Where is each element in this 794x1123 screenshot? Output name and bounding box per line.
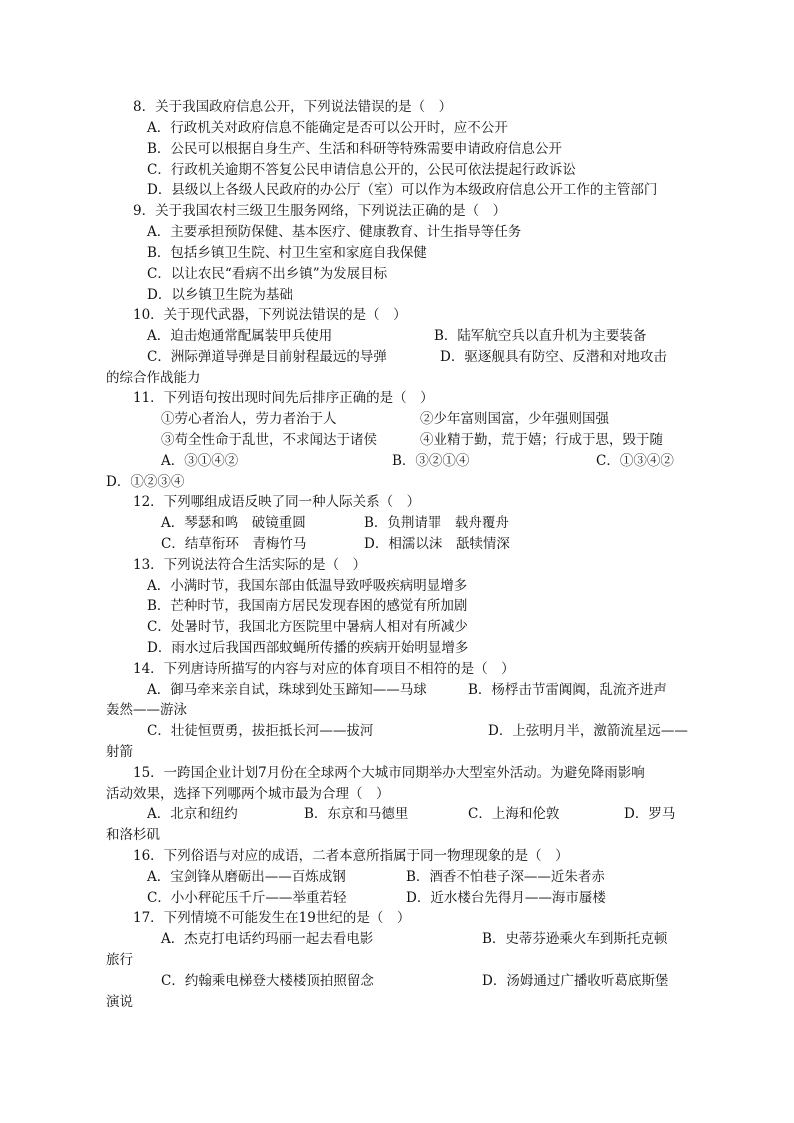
option-text: B．包括乡镇卫生院、村卫生室和家庭自我保健 xyxy=(147,245,427,261)
option-text: B．东京和马德里 xyxy=(304,806,409,822)
question-15-options xyxy=(0,804,794,824)
option-text: 演说 xyxy=(106,994,133,1010)
question-14-option-d-cont xyxy=(0,742,794,762)
question-13 xyxy=(0,555,794,575)
option-text: D．①②③④ xyxy=(106,474,185,490)
question-13-option-d xyxy=(0,638,794,658)
question-14-options-cd xyxy=(0,721,794,741)
question-16-options-cd xyxy=(0,888,794,908)
question-8-option-c xyxy=(0,160,794,180)
question-17-options-ab xyxy=(0,929,794,949)
question-15-option-d-cont xyxy=(0,825,794,845)
option-text: D．汤姆通过广播收听葛底斯堡 xyxy=(482,973,669,989)
question-10 xyxy=(0,305,794,325)
question-17-option-d-cont xyxy=(0,992,794,1012)
option-text: C．以让农民“看病不出乡镇”为发展目标 xyxy=(147,266,388,282)
question-11-options xyxy=(0,451,794,471)
question-13-option-a xyxy=(0,576,794,596)
question-14-stem: 14．下列唐诗所描写的内容与对应的体育项目不相符的是（ ） xyxy=(133,661,515,677)
question-16 xyxy=(0,846,794,866)
question-9-option-b xyxy=(0,243,794,263)
question-8-option-b xyxy=(0,139,794,159)
option-text: B．杨桴击节雷阗阗，乱流齐进声 xyxy=(468,682,667,698)
option-text: A．③①④② xyxy=(161,453,239,469)
question-13-stem: 13．下列说法符合生活实际的是（ ） xyxy=(133,557,367,573)
question-17-options-cd xyxy=(0,971,794,991)
question-11-items-12 xyxy=(0,409,794,429)
option-text: A．宝剑锋从磨砺出——百炼成钢 xyxy=(147,869,346,885)
question-8 xyxy=(0,97,794,117)
option-text: 旅行 xyxy=(106,952,133,968)
option-text: B．③②①④ xyxy=(392,453,470,469)
question-16-stem: 16．下列俗语与对应的成语，二者本意所指属于同一物理现象的是（ ） xyxy=(133,848,569,864)
option-text: A．御马牵来亲自试，珠球到处玉蹄知——马球 xyxy=(147,682,427,698)
option-text: B．公民可以根据自身生产、生活和科研等特殊需要申请政府信息公开 xyxy=(147,141,562,157)
question-13-option-c xyxy=(0,617,794,637)
option-text: 轰然——游泳 xyxy=(106,702,187,718)
item-text: ③苟全性命于乱世，不求闻达于诸侯 xyxy=(161,432,377,448)
option-text: 和洛杉矶 xyxy=(106,827,160,843)
question-10-options-ab xyxy=(0,326,794,346)
option-text: D．相濡以沫 舐犊情深 xyxy=(364,536,510,552)
question-9 xyxy=(0,201,794,221)
option-text: C．洲际弹道导弹是目前射程最远的导弹 xyxy=(147,349,387,365)
option-text: D．近水楼台先得月——海市蜃楼 xyxy=(406,890,606,906)
option-text: B．史蒂芬逊乘火车到斯托克顿 xyxy=(482,931,668,947)
option-text: 射箭 xyxy=(106,744,133,760)
option-text: B．酒香不怕巷子深——近朱者赤 xyxy=(406,869,605,885)
option-text: C．约翰乘电梯登大楼楼顶拍照留念 xyxy=(161,973,374,989)
option-text: C．处暑时节，我国北方医院里中暑病人相对有所减少 xyxy=(147,619,468,635)
question-14-option-b-cont xyxy=(0,700,794,720)
option-text: C．①③④② xyxy=(596,453,674,469)
question-13-option-b xyxy=(0,596,794,616)
question-16-options-ab xyxy=(0,867,794,887)
option-text: D．县级以上各级人民政府的办公厅（室）可以作为本级政府信息公开工作的主管部门 xyxy=(147,182,658,198)
question-10-stem: 10．关于现代武器，下列说法错误的是（ ） xyxy=(133,307,407,323)
question-8-option-d xyxy=(0,180,794,200)
option-text: C．小小秤砣压千斤——举重若轻 xyxy=(147,890,347,906)
question-11-items-34 xyxy=(0,430,794,450)
question-12-options-cd xyxy=(0,534,794,554)
question-11-option-d xyxy=(0,472,794,492)
item-text: ②少年富则国富，少年强则国强 xyxy=(420,411,609,427)
question-8-stem: 8．关于我国政府信息公开，下列说法错误的是（ ） xyxy=(133,99,453,115)
option-text: C．行政机关逾期不答复公民申请信息公开的，公民可依法提起行政诉讼 xyxy=(147,162,576,178)
option-text: A．琴瑟和鸣 破镜重圆 xyxy=(161,515,306,531)
question-12 xyxy=(0,492,794,512)
option-text: B．负荆请罪 载舟覆舟 xyxy=(364,515,509,531)
option-text: A．主要承担预防保健、基本医疗、健康教育、计生指导等任务 xyxy=(147,224,522,240)
option-text: C．壮徒恒贾勇，拔拒抵长河——拔河 xyxy=(147,723,374,739)
question-15 xyxy=(0,763,794,783)
stem-text: 活动效果，选择下列哪两个城市最为合理（ ） xyxy=(106,786,390,802)
question-9-stem: 9．关于我国农村三级卫生服务网络，下列说法正确的是（ ） xyxy=(133,203,507,219)
question-12-options-ab xyxy=(0,513,794,533)
option-text: C．结草衔环 青梅竹马 xyxy=(161,536,307,552)
option-text: D．驱逐舰具有防空、反潜和对地攻击 xyxy=(440,349,667,365)
question-9-option-d xyxy=(0,285,794,305)
option-text: 的综合作战能力 xyxy=(106,370,201,386)
question-17-option-b-cont xyxy=(0,950,794,970)
question-9-option-a xyxy=(0,222,794,242)
option-text: A．迫击炮通常配属装甲兵使用 xyxy=(147,328,333,344)
option-text: D．雨水过后我国西部蚊蝇所传播的疾病开始明显增多 xyxy=(147,640,469,656)
question-15-stem: 15．一跨国企业计划7月份在全球两个大城市同期举办大型室外活动。为避免降雨影响 xyxy=(133,765,645,781)
option-text: B．芒种时节，我国南方居民发现春困的感觉有所加剧 xyxy=(147,598,468,614)
question-12-stem: 12．下列哪组成语反映了同一种人际关系（ ） xyxy=(133,494,421,510)
option-text: D．以乡镇卫生院为基础 xyxy=(147,287,293,303)
option-text: A．杰克打电话约玛丽一起去看电影 xyxy=(161,931,374,947)
question-10-option-d-cont xyxy=(0,368,794,388)
option-text: D．上弦明月半，激箭流星远—— xyxy=(488,723,688,739)
option-text: D．罗马 xyxy=(624,806,676,822)
question-11 xyxy=(0,388,794,408)
item-text: ①劳心者治人，劳力者治于人 xyxy=(161,411,337,427)
question-10-options-cd xyxy=(0,347,794,367)
option-text: A．行政机关对政府信息不能确定是否可以公开时，应不公开 xyxy=(147,120,508,136)
question-14-options-ab xyxy=(0,680,794,700)
question-11-stem: 11．下列语句按出现时间先后排序正确的是（ ） xyxy=(133,390,434,406)
option-text: A．北京和纽约 xyxy=(147,806,238,822)
question-17 xyxy=(0,908,794,928)
question-9-option-c xyxy=(0,264,794,284)
question-14 xyxy=(0,659,794,679)
option-text: B．陆军航空兵以直升机为主要装备 xyxy=(434,328,647,344)
item-text: ④业精于勤，荒于嬉；行成于思，毁于随 xyxy=(420,432,663,448)
option-text: A．小满时节，我国东部由低温导致呼吸疾病明显增多 xyxy=(147,578,468,594)
option-text: C．上海和伦敦 xyxy=(468,806,560,822)
question-17-stem: 17．下列情境不可能发生在19世纪的是（ ） xyxy=(133,910,411,926)
question-15-stem-cont xyxy=(0,784,794,804)
question-8-option-a xyxy=(0,118,794,138)
